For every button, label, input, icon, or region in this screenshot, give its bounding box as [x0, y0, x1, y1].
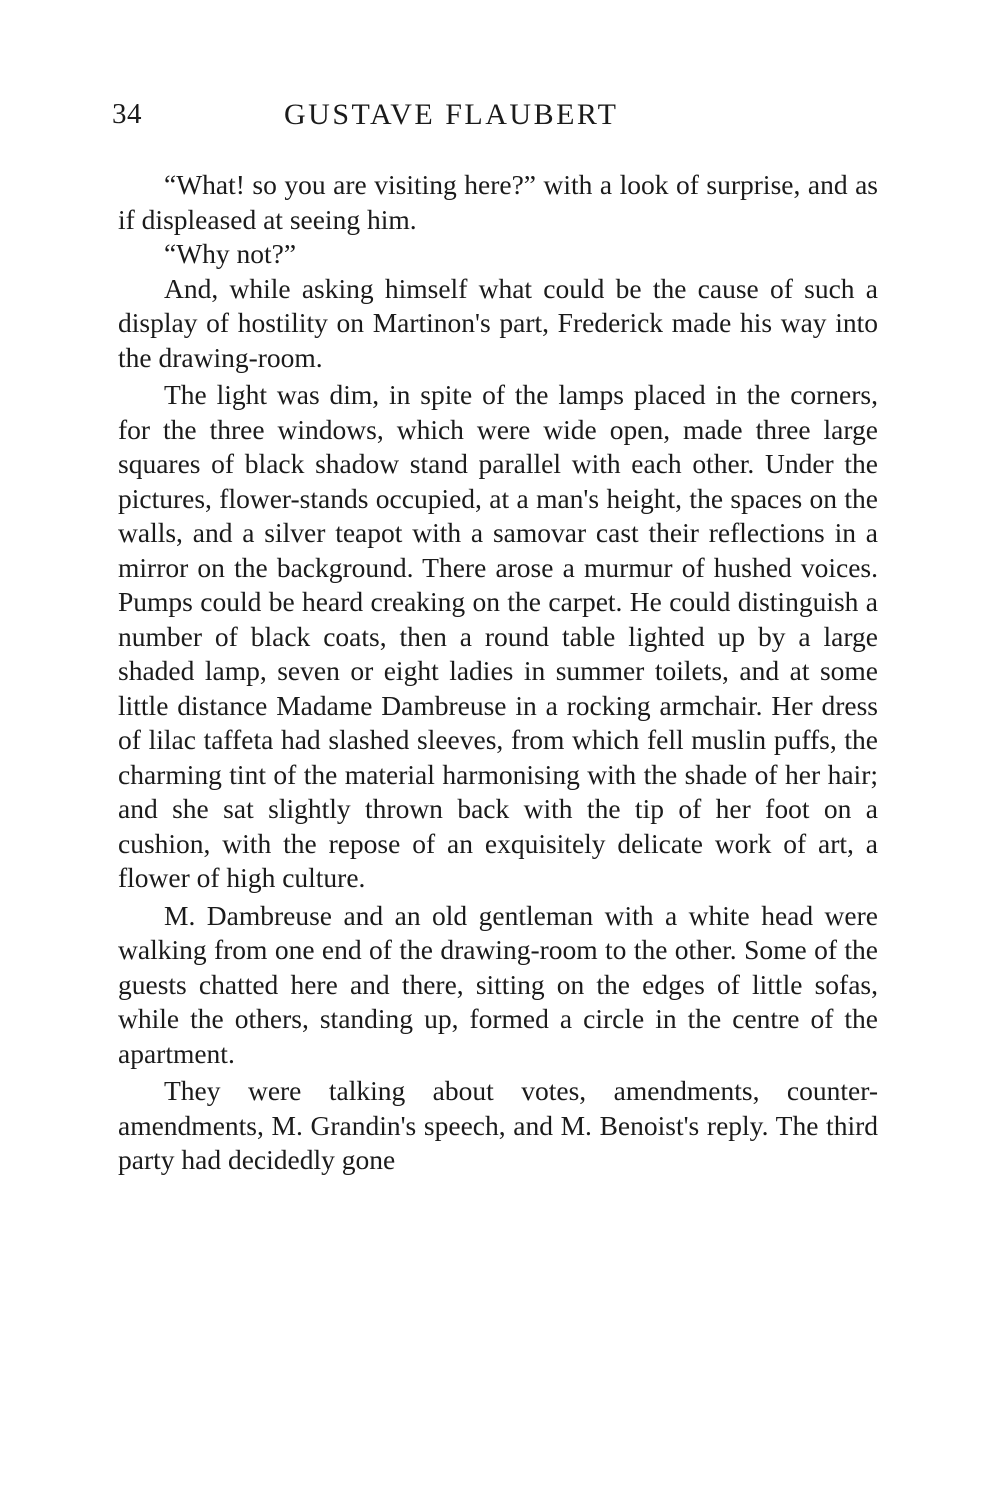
paragraph-entering-drawing-room: And, while asking himself what could be the cause of such a display of hostility on Martinon's part, Frederick made his way into the drawing-room.	[118, 272, 878, 373]
paragraph-guests: M. Dambreuse and an old gentleman with a white head were walking from one end of the drawing-room to the other. Some of the guests chatted here and there, sitting on the edges of little sofas, while the others, standing up, formed a circle in the centre of the apartment.	[118, 899, 878, 1069]
body-text	[118, 168, 878, 1178]
page-number: 34	[112, 98, 142, 130]
paragraph-dialogue-reply: “Why not?”	[164, 238, 297, 269]
running-head	[112, 98, 712, 142]
paragraph-dialogue-greeting: “What! so you are visiting here?” with a look of surprise, and as if displeased at seeing him.	[118, 169, 878, 235]
paragraph-drawing-room-description: The light was dim, in spite of the lamps placed in the corners, for the three windows, which were wide open, made three large squares of black shadow stand parallel with each other. Under the pictures, flower-stands occupied, at a man's height, the spaces on the walls, and a silver teapot with a samovar cast their reflections in a mirror on the background. There arose a murmur of hushed voices. Pumps could be heard creaking on the carpet. He could distinguish a number of black coats, then a round table lighted up by a large shaded lamp, seven or eight ladies in summer toilets, and at some little distance Madame Dambreuse in a rocking armchair. Her dress of lilac taffeta had slashed sleeves, from which fell muslin puffs, the charming tint of the material harmonising with the shade of her hair; and she sat slightly thrown back with the tip of her foot on a cushion, with the repose of an exquisitely delicate work of art, a flower of high culture.	[118, 379, 878, 893]
running-title: GUSTAVE FLAUBERT	[284, 98, 619, 131]
paragraph-conversation: They were talking about votes, amendments, counter-amendments, M. Grandin's speech, and M. Benoist's reply. The third party had decidedly gone	[118, 1075, 878, 1175]
